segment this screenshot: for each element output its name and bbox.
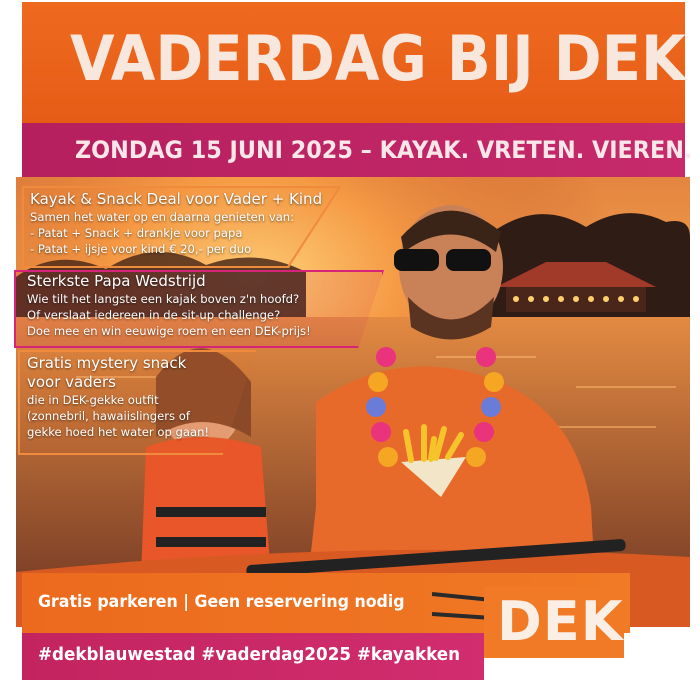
offer-mystery-snack bbox=[27, 354, 209, 440]
event-date-line: ZONDAG 15 JUNI 2025 – KAYAK. VRETEN. VIEREN. bbox=[75, 136, 693, 164]
offer-heading-continued: voor vaders bbox=[27, 373, 116, 391]
offer-line: (zonnebril, hawaiislingers of bbox=[27, 409, 190, 423]
offer-heading: Gratis mystery snack bbox=[27, 354, 187, 372]
paddle-icon bbox=[432, 588, 492, 624]
page-title: VADERDAG BIJ DEK bbox=[70, 22, 686, 95]
hashtags: #dekblauwestad #vaderdag2025 #kayakken bbox=[38, 644, 461, 665]
offer-line: Doe mee en win eeuwige roem en een DEK-prijs! bbox=[27, 324, 311, 338]
offer-kayak-deal bbox=[30, 190, 322, 257]
offer-strongest-dad bbox=[27, 272, 311, 339]
offer-line: - Patat + ijsje voor kind € 20,- per duo bbox=[30, 242, 252, 256]
offer-line: - Patat + Snack + drankje voor papa bbox=[30, 226, 243, 240]
info-text: Gratis parkeren | Geen reservering nodig bbox=[38, 592, 405, 612]
offer-heading: Kayak & Snack Deal voor Vader + Kind bbox=[30, 190, 323, 208]
offer-line: die in DEK-gekke outfit bbox=[27, 393, 159, 407]
offer-line: gekke hoed het water op gaan! bbox=[27, 425, 210, 439]
offer-heading: Sterkste Papa Wedstrijd bbox=[27, 272, 206, 290]
offer-line: Of verslaat iedereen in de sit-up challenge? bbox=[27, 308, 281, 322]
offer-line: Wie tilt het langste een kajak boven z'n hoofd? bbox=[27, 292, 300, 306]
offer-line: Samen het water op en daarna genieten van: bbox=[30, 210, 295, 224]
dek-logo: DEK bbox=[497, 590, 624, 653]
